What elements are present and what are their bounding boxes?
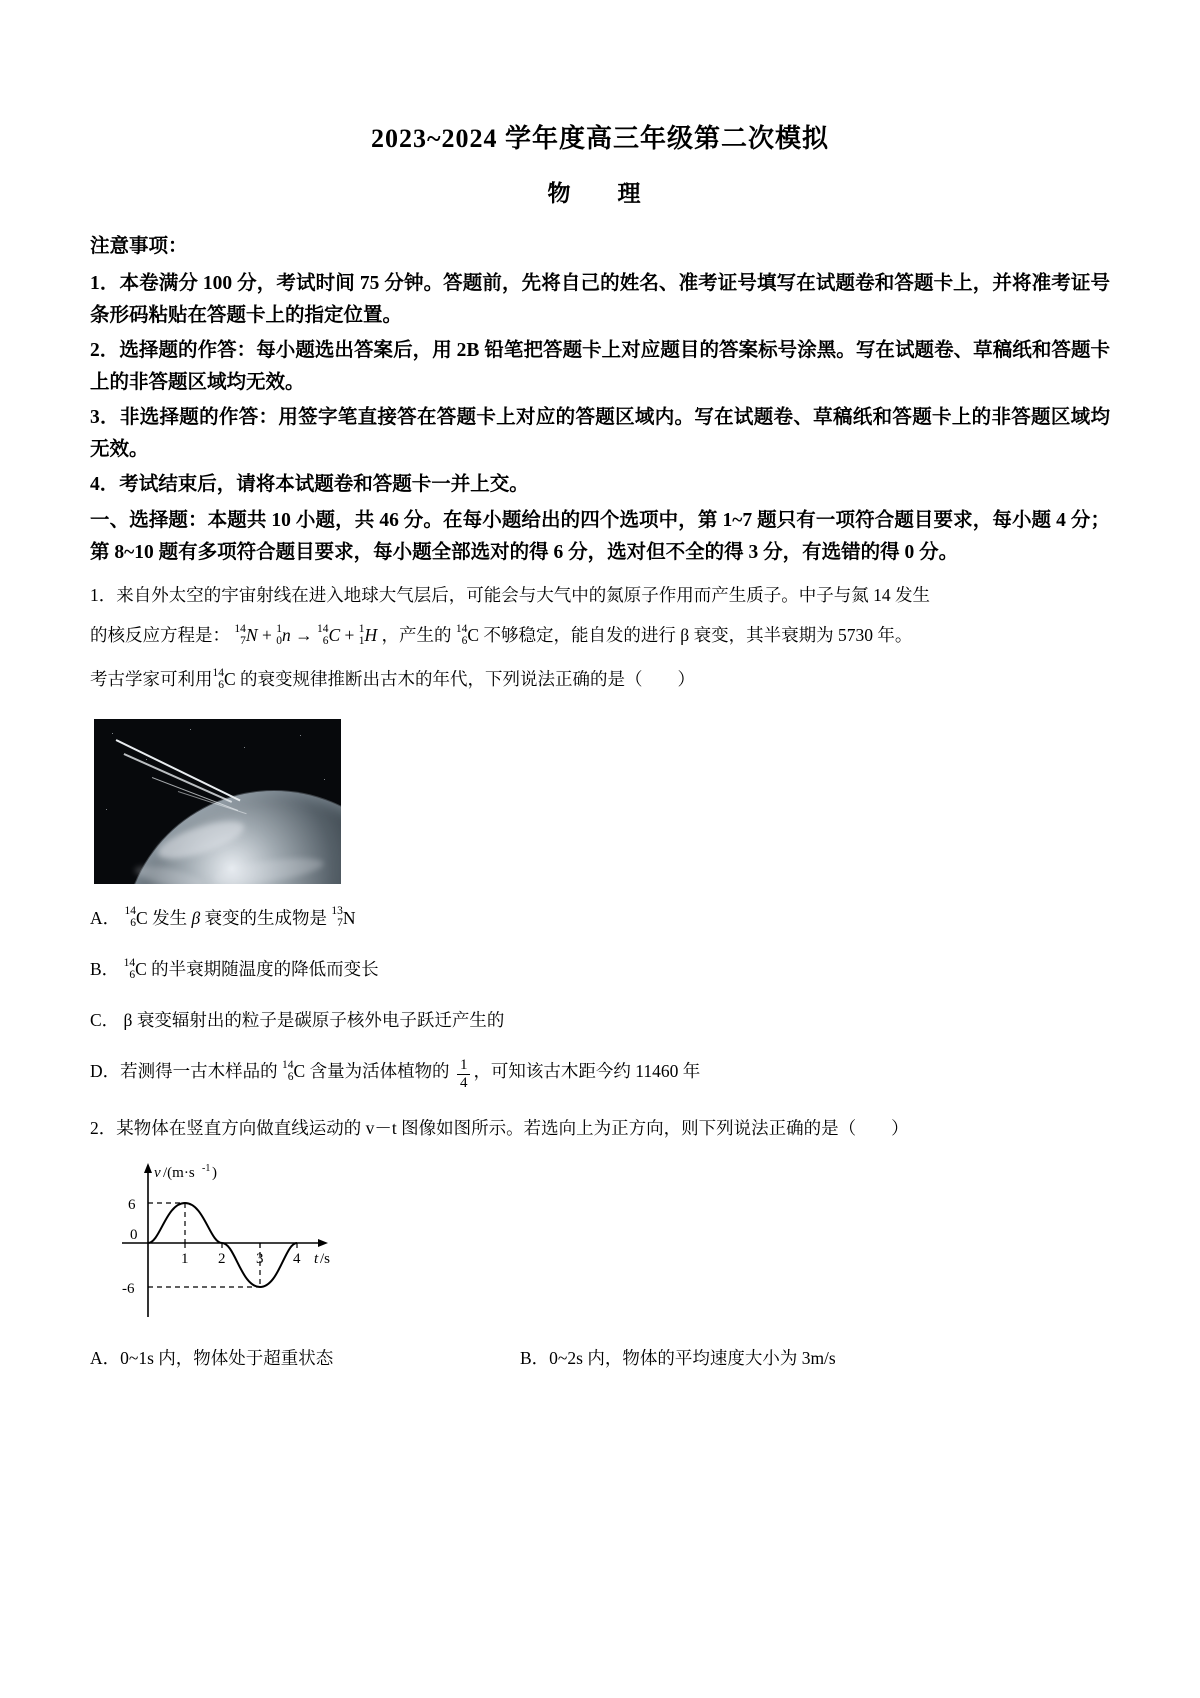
question-2 <box>90 1111 1110 1370</box>
svg-text:-1: -1 <box>202 1162 211 1174</box>
nuclide-c14: 14 6 <box>316 623 329 648</box>
question-1-line3-post: C 的衰变规律推断出古木的年代，下列说法正确的是（ ） <box>224 669 696 690</box>
svg-text:-6: -6 <box>122 1280 135 1297</box>
notice-item-1: 1．本卷满分 100 分，考试时间 75 分钟。答题前，先将自己的姓名、准考证号填写在试题卷和答题卡上，并将准考证号条形码粘贴在答题卡上的指定位置。 <box>90 273 1110 326</box>
question-2-number: 2 <box>90 1117 99 1138</box>
svg-text:2: 2 <box>218 1250 226 1267</box>
nuclide-n13-opt-a: 13 7 <box>331 905 343 930</box>
question-1-line3-pre: 考古学家可利用 <box>90 669 213 690</box>
question-1-eq-tail: C 不够稳定，能自发的进行 β 衰变，其半衰期为 5730 年。 <box>467 625 913 646</box>
option-d-text1: C 含量为活体植物的 <box>293 1061 454 1082</box>
question-1-number: 1 <box>90 585 99 606</box>
nuclide-c14-opt-b: 14 6 <box>123 956 136 981</box>
question-1 <box>90 578 1110 1091</box>
nuclide-n14: 14 7 <box>234 623 246 648</box>
svg-text:): ) <box>212 1164 217 1181</box>
question-1-stem-line3 <box>90 662 1110 696</box>
question-1-option-d <box>90 1055 1110 1090</box>
nuclide-c14-opt-a: 14 6 <box>124 905 137 930</box>
svg-text:0: 0 <box>130 1226 138 1243</box>
question-1-stem-line1 <box>90 578 1110 612</box>
option-a-text1: C 发生 <box>136 907 192 928</box>
nuclide-h1: 1 1 <box>358 623 365 648</box>
option-a-label: A． <box>90 907 121 928</box>
question-1-eq-lead: 的核反应方程是： <box>90 625 230 646</box>
question-1-stem-line2: 的核反应方程是： 14 7 N + 1 0 n → 14 6 C + 1 1 H ，产生的 14 6 C 不够稳定，能自发的进行 β 衰变，其半衰期为 5730 年。 <box>90 623 913 648</box>
notice-item-2: 2．选择题的作答：每小题选出答案后，用 2B 铅笔把答题卡上对应题目的答案标号涂黑。写在试题卷、草稿纸和答题卡上的非答题区域均无效。 <box>90 340 1110 393</box>
nuclide-c14-c: 14 6 <box>212 667 224 692</box>
question-1-option-a: A． 14 6 C 发生 β 衰变的生成物是 13 7 N <box>90 905 356 930</box>
svg-text:/(m·s: /(m·s <box>163 1164 195 1181</box>
vt-chart-svg <box>108 1159 408 1327</box>
option-b-label: B． <box>90 958 120 979</box>
subject-title: 物 理 <box>547 181 653 206</box>
option-d-text2: ，可知该古木距今约 11460 年 <box>473 1061 701 1082</box>
option-b-text: C 的半衰期随温度的降低而变长 <box>135 958 379 979</box>
question-1-stem-text: ．来自外太空的宇宙射线在进入地球大气层后，可能会与大气中的氮原子作用而产生质子。中子与氮 14 发生 <box>98 585 930 606</box>
question-2-stem-text: ．某物体在竖直方向做直线运动的 v－t 图像如图所示。若选向上为正方向，则下列说法正确的是（ ） <box>98 1117 909 1138</box>
notice-heading: 注意事项： <box>90 236 188 257</box>
option-a-text2: 衰变的生成物是 <box>200 907 332 928</box>
earth-comet-photo <box>94 719 341 884</box>
page-title: 2023~2024 学年度高三年级第二次模拟 <box>370 124 830 153</box>
svg-text:4: 4 <box>293 1250 301 1267</box>
fraction-one-quarter: $\frac{1}{4}$ <box>457 1057 471 1090</box>
page-footer-space <box>90 1370 1110 1388</box>
question-2-options <box>90 1345 1110 1370</box>
notice-item-3: 3．非选择题的作答：用签字笔直接答在答题卡上对应的答题区域内。写在试题卷、草稿纸和答题卡上的非答题区域均无效。 <box>90 407 1110 460</box>
notice-item-4: 4．考试结束后，请将本试题卷和答题卡一并上交。 <box>90 474 529 496</box>
svg-text:3: 3 <box>256 1250 264 1267</box>
question-2-stem <box>90 1111 1110 1145</box>
comet-trail-2 <box>124 753 232 802</box>
question-1-option-c: C． β 衰变辐射出的粒子是碳原子核外电子跃迁产生的 <box>90 1010 505 1031</box>
section-heading-choice: 一、选择题：本题共 10 小题，共 46 分。在每小题给出的四个选项中，第 1~7 题只有一项符合题目要求，每小题 4 分；第 8~10 题有多项符合题目要求，每小题全部选对的得 6 分，选对但不全的得 3 分，有选错的得 0 分。 <box>90 510 1110 563</box>
nuclide-c14-opt-d: 14 6 <box>282 1059 294 1084</box>
question-1-option-b <box>90 953 1110 986</box>
nuclide-c14-b: 14 6 <box>455 623 468 648</box>
question-2-option-a: A．0~1s 内，物体处于超重状态 <box>90 1347 334 1368</box>
question-2-option-b: B．0~2s 内，物体的平均速度大小为 3m/s <box>520 1347 836 1368</box>
svg-text:/s: /s <box>320 1250 331 1267</box>
velocity-time-graph <box>108 1159 408 1327</box>
svg-text:6: 6 <box>128 1196 136 1213</box>
nuclide-n1: 1 0 <box>276 623 282 648</box>
svg-text:v: v <box>154 1164 161 1181</box>
question-1-eq-mid: ，产生的 <box>381 625 452 646</box>
option-d-label: D．若测得一古木样品的 <box>90 1061 283 1082</box>
svg-text:1: 1 <box>181 1250 189 1267</box>
svg-text:t: t <box>314 1250 319 1267</box>
